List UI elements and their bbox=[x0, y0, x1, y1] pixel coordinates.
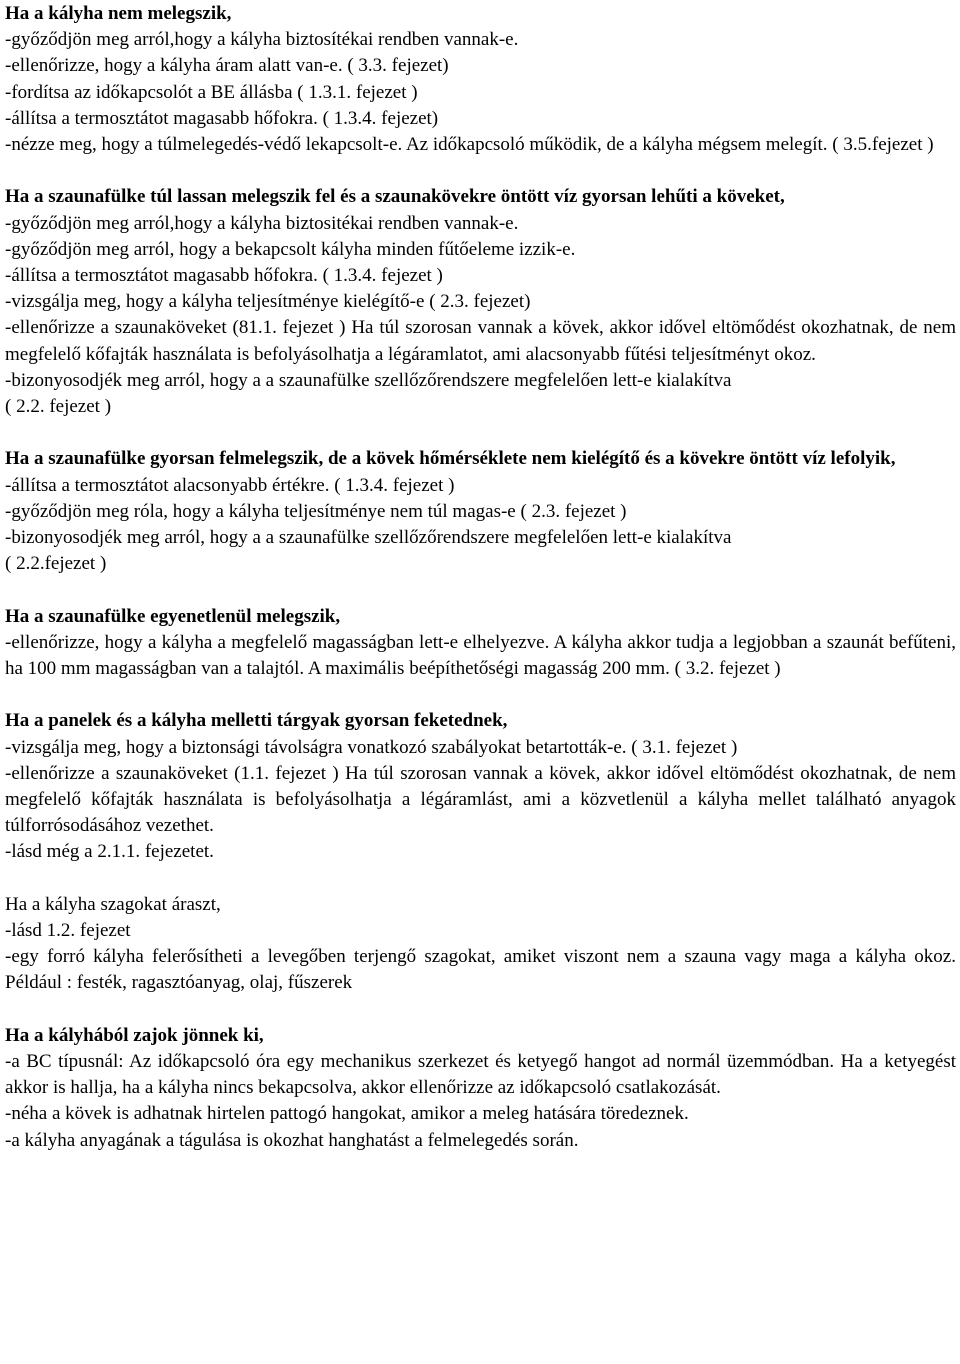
section-panels-blackening bbox=[5, 708, 956, 865]
instruction-line: -bizonyosodjék meg arról, hogy a a szaunafülke szellőzőrendszere megfelelően lett-e kialakítva bbox=[5, 369, 732, 391]
section-uneven-heating bbox=[5, 604, 956, 683]
instruction-line: -bizonyosodjék meg arról, hogy a a szaunafülke szellőzőrendszere megfelelően lett-e kialakítva bbox=[5, 527, 732, 549]
instruction-line: -fordítsa az időkapcsolót a BE állásba ( 1.3.1. fejezet ) bbox=[5, 81, 418, 103]
instruction-line: -állítsa a termosztátot magasabb hőfokra. ( 1.3.4. fejezet ) bbox=[5, 265, 443, 287]
instruction-line: ( 2.2. fejezet ) bbox=[5, 396, 112, 418]
instruction-line: -vizsgálja meg, hogy a kályha teljesítménye kielégítő-e ( 2.3. fejezet) bbox=[5, 291, 531, 313]
instruction-line: -a kályha anyagának a tágulása is okozhat hanghatást a felmelegedés során. bbox=[5, 1129, 579, 1151]
instruction-line: -állítsa a termosztátot magasabb hőfokra. ( 1.3.4. fejezet) bbox=[5, 107, 439, 129]
section-heating-fast bbox=[5, 446, 956, 577]
section-heading: Ha a szaunafülke gyorsan felmelegszik, de a kövek hőmérséklete nem kielégítő és a kövekre öntött víz lefolyik, bbox=[5, 448, 896, 470]
instruction-line: -lásd még a 2.1.1. fejezetet. bbox=[5, 841, 214, 863]
instruction-paragraph: -ellenőrizze a szaunaköveket (1.1. fejezet ) Ha túl szorosan vannak a kövek, akkor idővel eltömődést okozhatnak, de nem megfelelő kőfajták használata is befolyásolhatja a légáramlást, ami a közvetlenül a kályha mellet található anyagok túlforrósodásához vezethet. bbox=[5, 762, 956, 837]
instruction-paragraph: -ellenőrizze a szaunaköveket (81.1. fejezet ) Ha túl szorosan vannak a kövek, akkor idővel eltömődést okozhatnak, de nem megfelelő kőfajták használata is befolyásolhatja a légáramlatot, ami alacsonyabb fűtési teljesítményt okoz. bbox=[5, 317, 956, 365]
section-heating-slowly bbox=[5, 184, 956, 420]
instruction-line: ( 2.2.fejezet ) bbox=[5, 553, 107, 575]
section-heading: Ha a szaunafülke egyenetlenül melegszik, bbox=[5, 605, 341, 627]
instruction-line: -néha a kövek is adhatnak hirtelen pattogó hangokat, amikor a meleg hatására töredeznek. bbox=[5, 1103, 689, 1125]
instruction-paragraph: -ellenőrizze, hogy a kályha a megfelelő magasságban lett-e elhelyezve. A kályha akkor tudja a legjobban a szaunát befűteni, ha 100 mm magasságban van a talajtól. A maximális beépíthetőségi magasság 200 mm. ( 3.2. fejezet ) bbox=[5, 631, 956, 680]
instruction-line: -állítsa a termosztátot alacsonyabb értékre. ( 1.3.4. fejezet ) bbox=[5, 474, 455, 496]
instruction-line: -lásd 1.2. fejezet bbox=[5, 920, 131, 942]
instruction-line: -győződjön meg arról,hogy a kályha biztositékai rendben vannak-e. bbox=[5, 212, 519, 234]
instruction-paragraph: -a BC típusnál: Az időkapcsoló óra egy mechanikus szerkezet és ketyegő hangot ad normál üzemmódban. Ha a ketyegést akkor is hallja, ha a kályha nincs bekapcsolva, akkor ellenőrizze az időkapcsoló csatlakozását. bbox=[5, 1051, 956, 1099]
section-heading: Ha a kályhából zajok jönnek ki, bbox=[5, 1024, 264, 1046]
section-heading: Ha a panelek és a kályha melletti tárgyak gyorsan feketednek, bbox=[5, 710, 508, 732]
section-heading: Ha a szaunafülke túl lassan melegszik fel és a szaunakövekre öntött víz gyorsan lehűti a köveket, bbox=[5, 186, 785, 208]
instruction-line: -vizsgálja meg, hogy a biztonsági távolságra vonatkozó szabályokat betartották-e. ( 3.1. fejezet ) bbox=[5, 736, 738, 758]
instruction-line: -győződjön meg arról, hogy a bekapcsolt kályha minden fűtőeleme izzik-e. bbox=[5, 238, 576, 260]
section-odors bbox=[5, 892, 956, 997]
instruction-line: -győződjön meg róla, hogy a kályha teljesítménye nem túl magas-e ( 2.3. fejezet ) bbox=[5, 500, 627, 522]
instruction-line: -ellenőrizze, hogy a kályha áram alatt van-e. ( 3.3. fejezet) bbox=[5, 55, 449, 77]
instruction-paragraph: -egy forró kályha felerősítheti a levegőben terjengő szagokat, amiket viszont nem a szauna vagy maga a kályha okoz. Például : festék, ragasztóanyag, olaj, fűszerek bbox=[5, 946, 956, 994]
section-heading: Ha a kályha szagokat áraszt, bbox=[5, 893, 221, 915]
section-heading: Ha a kályha nem melegszik, bbox=[5, 3, 232, 24]
instruction-paragraph: -nézze meg, hogy a túlmelegedés-védő lekapcsolt-e. Az időkapcsoló működik, de a kályha mégsem melegít. ( 3.5.fejezet ) bbox=[5, 134, 934, 156]
instruction-line: -győződjön meg arról,hogy a kályha biztosítékai rendben vannak-e. bbox=[5, 29, 519, 51]
section-not-heating bbox=[5, 1, 956, 158]
section-noises bbox=[5, 1023, 956, 1154]
